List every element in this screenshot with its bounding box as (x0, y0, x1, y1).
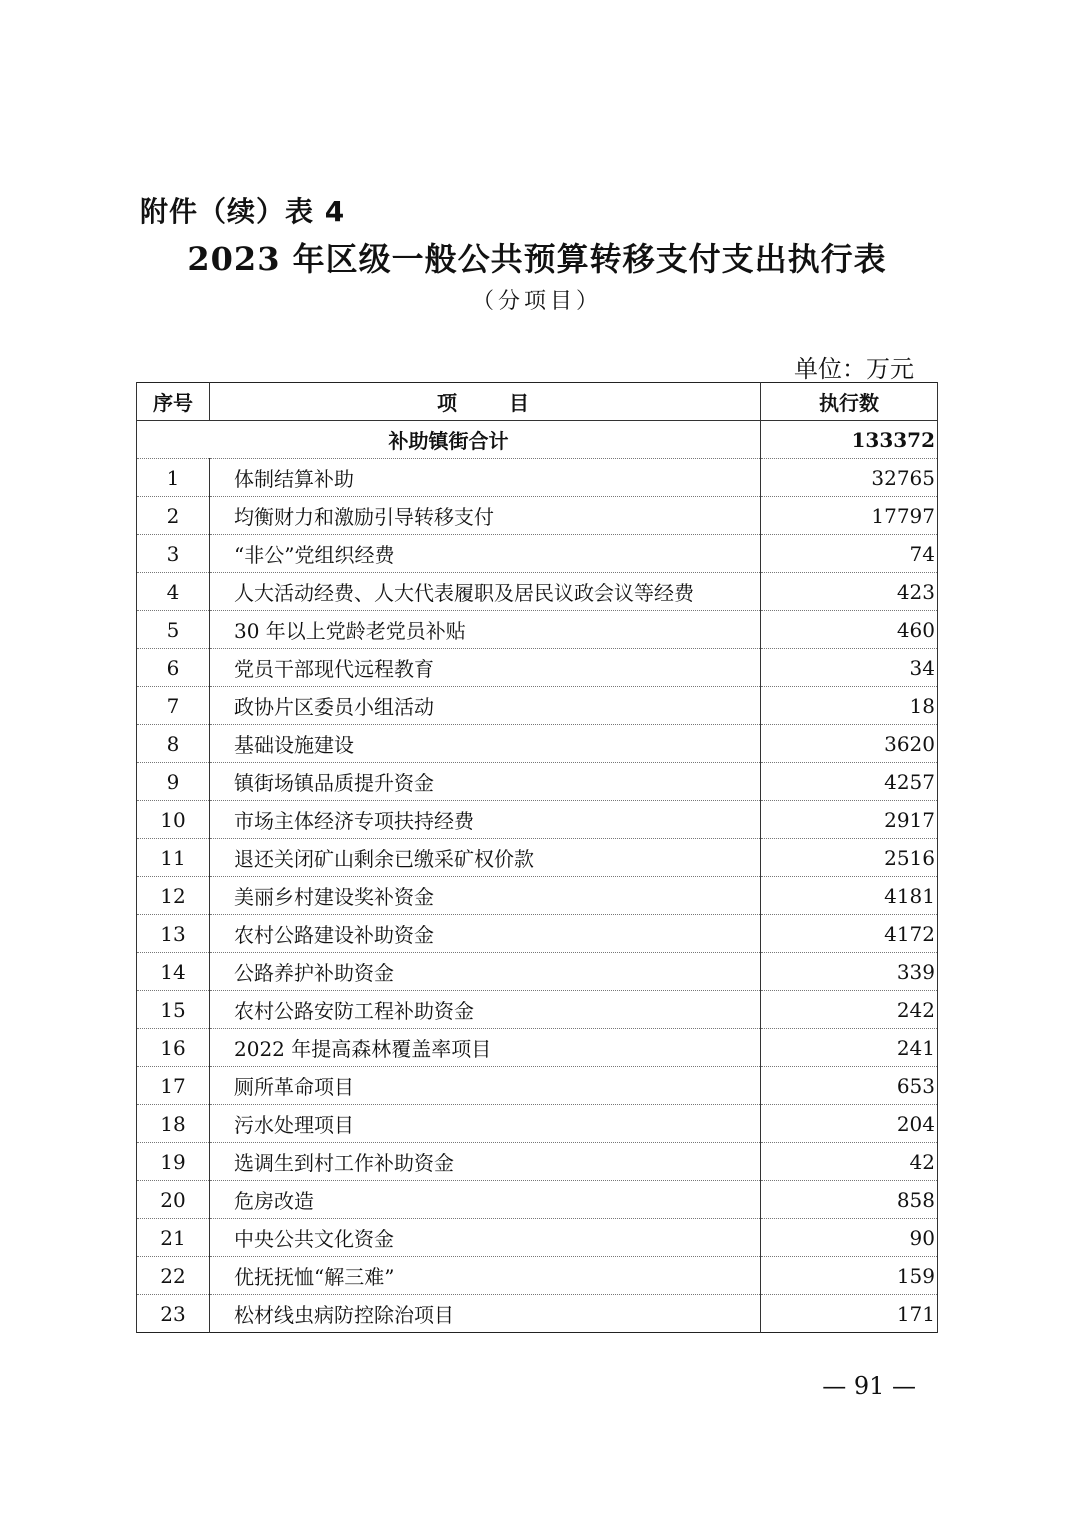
row-seq: 7 (137, 687, 210, 725)
row-value: 2917 (761, 801, 938, 839)
row-item: 基础设施建设 (210, 725, 761, 763)
row-item: 松材线虫病防控除治项目 (210, 1295, 761, 1333)
row-item: 农村公路建设补助资金 (210, 915, 761, 953)
table-row (137, 1143, 938, 1181)
row-item: 退还关闭矿山剩余已缴采矿权价款 (210, 839, 761, 877)
page-title: 2023 年区级一般公共预算转移支付支出执行表 (187, 240, 887, 278)
table-row (137, 1029, 938, 1067)
row-seq: 1 (137, 459, 210, 497)
table-row (137, 573, 938, 611)
unit-label: 单位：万元 (794, 355, 914, 383)
row-value: 241 (761, 1029, 938, 1067)
row-value: 2516 (761, 839, 938, 877)
row-item: 美丽乡村建设奖补资金 (210, 877, 761, 915)
row-seq: 11 (137, 839, 210, 877)
row-value: 4172 (761, 915, 938, 953)
row-value: 423 (761, 573, 938, 611)
table-row (137, 1181, 938, 1219)
row-item: 选调生到村工作补助资金 (210, 1143, 761, 1181)
row-value: 159 (761, 1257, 938, 1295)
row-item: 市场主体经济专项扶持经费 (210, 801, 761, 839)
row-seq: 12 (137, 877, 210, 915)
row-value: 17797 (761, 497, 938, 535)
total-label: 补助镇街合计 (137, 421, 761, 459)
table-row (137, 1295, 938, 1333)
total-value: 133372 (761, 421, 938, 459)
row-value: 34 (761, 649, 938, 687)
row-seq: 3 (137, 535, 210, 573)
row-seq: 15 (137, 991, 210, 1029)
row-item: 人大活动经费、人大代表履职及居民议政会议等经费 (210, 573, 761, 611)
header-seq: 序号 (137, 383, 210, 421)
table-row (137, 763, 938, 801)
row-value: 18 (761, 687, 938, 725)
row-item: “非公”党组织经费 (210, 535, 761, 573)
table-row (137, 497, 938, 535)
table-row (137, 953, 938, 991)
row-seq: 5 (137, 611, 210, 649)
total-row (137, 421, 938, 459)
row-seq: 10 (137, 801, 210, 839)
row-item: 公路养护补助资金 (210, 953, 761, 991)
row-value: 32765 (761, 459, 938, 497)
row-item: 党员干部现代远程教育 (210, 649, 761, 687)
table-row (137, 725, 938, 763)
row-value: 4181 (761, 877, 938, 915)
row-seq: 13 (137, 915, 210, 953)
row-item: 体制结算补助 (210, 459, 761, 497)
row-value: 4257 (761, 763, 938, 801)
page-number: — 91 — (822, 1372, 916, 1400)
row-seq: 16 (137, 1029, 210, 1067)
row-seq: 20 (137, 1181, 210, 1219)
row-seq: 18 (137, 1105, 210, 1143)
row-value: 460 (761, 611, 938, 649)
row-item: 中央公共文化资金 (210, 1219, 761, 1257)
row-seq: 23 (137, 1295, 210, 1333)
row-seq: 19 (137, 1143, 210, 1181)
table-header-row (137, 383, 938, 421)
table-row (137, 1219, 938, 1257)
header-value: 执行数 (761, 383, 938, 421)
row-item: 政协片区委员小组活动 (210, 687, 761, 725)
header-item: 项 目 (210, 383, 761, 421)
attachment-label: 附件（续）表 4 (140, 195, 346, 228)
row-item: 污水处理项目 (210, 1105, 761, 1143)
table-row (137, 801, 938, 839)
table-row (137, 877, 938, 915)
table-row (137, 991, 938, 1029)
row-value: 90 (761, 1219, 938, 1257)
table-row (137, 915, 938, 953)
row-value: 42 (761, 1143, 938, 1181)
table-row (137, 1105, 938, 1143)
row-seq: 4 (137, 573, 210, 611)
row-item: 镇街场镇品质提升资金 (210, 763, 761, 801)
row-seq: 21 (137, 1219, 210, 1257)
row-item: 均衡财力和激励引导转移支付 (210, 497, 761, 535)
table-row (137, 687, 938, 725)
row-value: 339 (761, 953, 938, 991)
row-value: 3620 (761, 725, 938, 763)
row-seq: 14 (137, 953, 210, 991)
row-value: 171 (761, 1295, 938, 1333)
table-row (137, 1257, 938, 1295)
table-row (137, 611, 938, 649)
table-row (137, 535, 938, 573)
row-seq: 17 (137, 1067, 210, 1105)
row-seq: 2 (137, 497, 210, 535)
row-value: 242 (761, 991, 938, 1029)
row-seq: 9 (137, 763, 210, 801)
row-seq: 8 (137, 725, 210, 763)
table-row (137, 1067, 938, 1105)
row-value: 74 (761, 535, 938, 573)
row-item: 厕所革命项目 (210, 1067, 761, 1105)
row-seq: 22 (137, 1257, 210, 1295)
row-item: 2022 年提高森林覆盖率项目 (210, 1029, 761, 1067)
row-item: 优抚抚恤“解三难” (210, 1257, 761, 1295)
row-value: 653 (761, 1067, 938, 1105)
row-value: 204 (761, 1105, 938, 1143)
row-item: 30 年以上党龄老党员补贴 (210, 611, 761, 649)
row-item: 农村公路安防工程补助资金 (210, 991, 761, 1029)
budget-table (136, 382, 938, 1333)
row-value: 858 (761, 1181, 938, 1219)
table-row (137, 459, 938, 497)
page-subtitle: （分项目） (471, 289, 602, 314)
table-row (137, 649, 938, 687)
row-item: 危房改造 (210, 1181, 761, 1219)
row-seq: 6 (137, 649, 210, 687)
table-row (137, 839, 938, 877)
